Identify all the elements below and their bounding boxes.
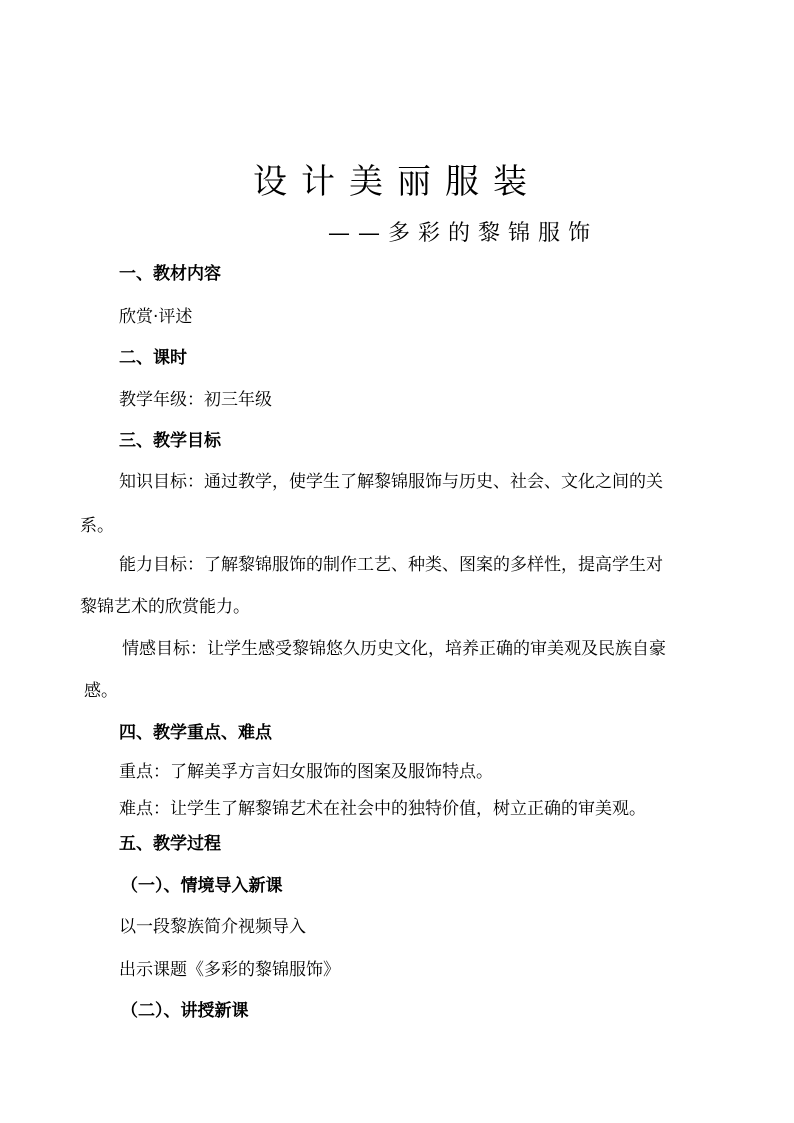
materials-text: 欣赏·评述: [119, 307, 193, 327]
difficult-point-text: 难点：让学生了解黎锦艺术在社会中的独特价值，树立正确的审美观。: [119, 799, 646, 819]
page-title: 设计美丽服装: [253, 162, 541, 202]
knowledge-objective-line1: 知识目标：通过教学，使学生了解黎锦服饰与历史、社会、文化之间的关: [119, 472, 663, 492]
section-heading-process: 五、教学过程: [119, 834, 221, 854]
ability-objective-line2: 黎锦艺术的欣赏能力。: [80, 597, 250, 617]
subsection-heading-intro: （一）、情境导入新课: [121, 876, 283, 896]
emotion-objective-line1: 情感目标：让学生感受黎锦悠久历史文化，培养正确的审美观及民族自豪: [122, 639, 666, 659]
ability-objective-line1: 能力目标：了解黎锦服饰的制作工艺、种类、图案的多样性，提高学生对: [119, 555, 663, 575]
section-heading-objectives: 三、教学目标: [119, 431, 221, 451]
key-point-text: 重点：了解美孚方言妇女服饰的图案及服饰特点。: [119, 762, 493, 782]
section-heading-class-hours: 二、课时: [119, 348, 187, 368]
page-subtitle: ——多彩的黎锦服饰: [328, 221, 599, 246]
emotion-objective-line2: 感。: [84, 681, 118, 701]
section-heading-materials: 一、教材内容: [119, 264, 221, 284]
subsection-heading-new-lesson: （二）、讲授新课: [121, 1001, 249, 1021]
class-hours-text: 教学年级：初三年级: [119, 390, 272, 410]
intro-text-video: 以一段黎族简介视频导入: [119, 917, 306, 937]
intro-text-topic: 出示课题《多彩的黎锦服饰》: [119, 960, 340, 980]
knowledge-objective-line2: 系。: [80, 516, 114, 536]
section-heading-key-points: 四、教学重点、难点: [119, 723, 272, 743]
